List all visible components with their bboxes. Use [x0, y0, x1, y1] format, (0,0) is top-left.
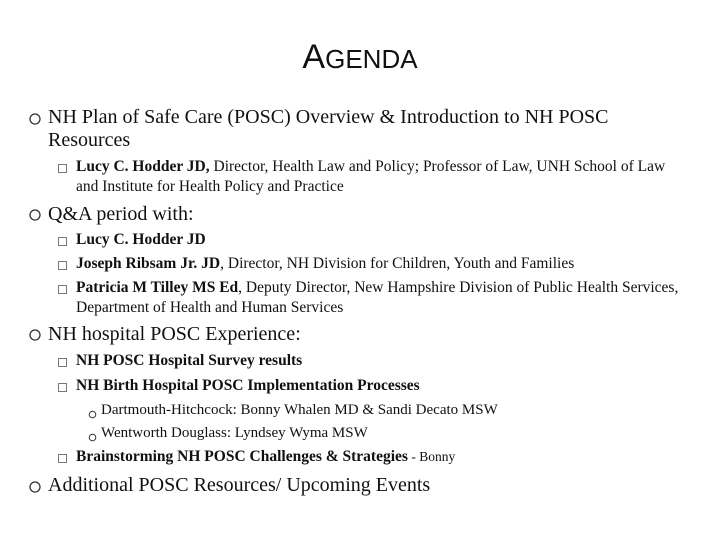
- ring-bullet-icon: [88, 429, 97, 438]
- square-bullet-icon: [58, 358, 67, 367]
- sub-item-hodder-bio: Lucy C. Hodder JD, Director, Health Law and Policy; Professor of Law, UNH School of Law and Institute for Health Policy and Practice: [76, 158, 666, 195]
- slide-title: AGENDA: [302, 38, 418, 76]
- ring-bullet-icon: [28, 208, 42, 222]
- ring-bullet-icon: [28, 480, 42, 494]
- square-bullet-icon: [58, 261, 67, 270]
- sub-item-tilley: Patricia M Tilley MS Ed, Deputy Director, New Hampshire Division of Public Health Services, Department of Health and Human Services: [76, 279, 679, 316]
- agenda-item-hospital-experience: NH hospital POSC Experience:: [48, 323, 301, 345]
- sub-sub-item-wentworth: Wentworth Douglass: Lyndsey Wyma MSW: [101, 425, 368, 441]
- square-bullet-icon: [58, 285, 67, 294]
- ring-bullet-icon: [28, 112, 42, 126]
- square-bullet-icon: [58, 383, 67, 392]
- sub-sub-item-dartmouth: Dartmouth-Hitchcock: Bonny Whalen MD & Sandi Decato MSW: [101, 402, 498, 418]
- sub-item-ribsam: Joseph Ribsam Jr. JD, Director, NH Division for Children, Youth and Families: [76, 255, 575, 272]
- agenda-item-additional-resources: Additional POSC Resources/ Upcoming Events: [48, 474, 431, 496]
- agenda-item-posc-overview: NH Plan of Safe Care (POSC) Overview & Introduction to NH POSC Resources: [48, 106, 609, 151]
- square-bullet-icon: [58, 454, 67, 463]
- square-bullet-icon: [58, 164, 67, 173]
- sub-item-survey-results: NH POSC Hospital Survey results: [76, 352, 303, 369]
- sub-item-hodder: Lucy C. Hodder JD: [76, 231, 206, 248]
- sub-item-brainstorming: Brainstorming NH POSC Challenges & Strategies - Bonny: [76, 448, 456, 465]
- ring-bullet-icon: [28, 328, 42, 342]
- square-bullet-icon: [58, 237, 67, 246]
- agenda-item-qa-period: Q&A period with:: [48, 203, 194, 225]
- ring-bullet-icon: [88, 406, 97, 415]
- sub-item-implementation: NH Birth Hospital POSC Implementation Processes: [76, 377, 420, 394]
